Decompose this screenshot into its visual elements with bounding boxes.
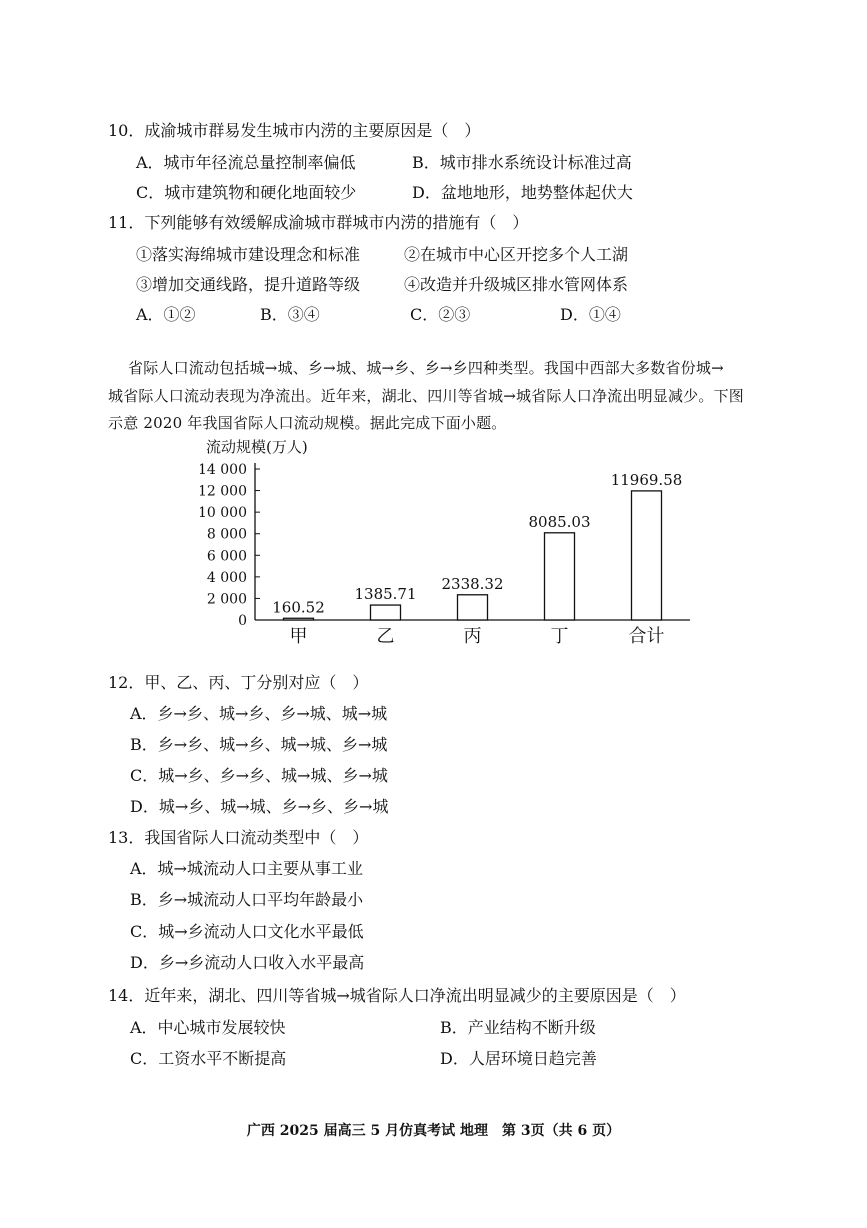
y-tick-label: 4 000	[206, 569, 247, 586]
passage-line-3: 示意 2020 年我国省际人口流动规模。据此完成下面小题。	[108, 414, 507, 432]
question-11-option-b: B．③④	[260, 305, 320, 324]
question-14-option-b: B．产业结构不断升级	[440, 1018, 596, 1037]
bar-2	[458, 595, 488, 620]
question-11-item-3: ③增加交通线路，提升道路等级	[136, 275, 361, 294]
question-14-option-c: C．工资水平不断提高	[130, 1049, 287, 1068]
bar-0	[284, 618, 314, 620]
chart-svg	[200, 436, 700, 651]
question-12-option-b: B．乡→乡、城→乡、城→城、乡→城	[130, 735, 388, 754]
question-14-option-a: A．中心城市发展较快	[130, 1018, 286, 1037]
question-12-option-d: D．城→乡、城→城、乡→乡、乡→城	[130, 797, 389, 816]
y-tick-label: 6 000	[206, 548, 247, 565]
y-tick-label: 2 000	[206, 591, 247, 608]
question-11-option-c: C．②③	[410, 305, 471, 324]
question-11-option-d: D．①④	[560, 305, 621, 324]
question-12-stem: 12．甲、乙、丙、丁分别对应（ ）	[108, 673, 369, 692]
question-11-item-1: ①落实海绵城市建设理念和标准	[136, 245, 361, 264]
question-10-option-b: B．城市排水系统设计标准过高	[412, 153, 632, 172]
bar-3	[545, 533, 575, 620]
question-11-stem: 11．下列能够有效缓解成渝城市群城市内涝的措施有（ ）	[108, 213, 529, 232]
question-11-option-a: A．①②	[136, 305, 196, 324]
question-12-option-c: C．城→乡、乡→乡、城→城、乡→城	[130, 766, 388, 785]
x-category-label: 丁	[550, 626, 569, 647]
question-12-option-a: A．乡→乡、城→乡、乡→城、城→城	[130, 704, 388, 723]
bar-value-label: 1385.71	[354, 585, 417, 604]
y-tick-label: 12 000	[200, 483, 247, 500]
question-11-item-2: ②在城市中心区开挖多个人工湖	[404, 245, 629, 264]
bar-value-label: 160.52	[272, 598, 325, 617]
y-tick-label: 10 000	[200, 505, 247, 522]
question-10-option-c: C．城市建筑物和硬化地面较少	[136, 183, 357, 202]
x-category-label: 甲	[289, 626, 308, 647]
x-category-label: 合计	[628, 626, 665, 647]
page-footer: 广西 2025 届高三 5 月仿真考试 地理 第 3页（共 6 页）	[246, 1123, 621, 1139]
y-tick-label: 0	[238, 613, 247, 629]
x-category-label: 乙	[376, 626, 395, 647]
bar-value-label: 2338.32	[441, 574, 504, 593]
bar-value-label: 11969.58	[610, 470, 683, 489]
bar-4	[632, 491, 662, 620]
question-11-item-4: ④改造并升级城区排水管网体系	[404, 275, 629, 294]
question-13-option-c: C．城→乡流动人口文化水平最低	[130, 922, 364, 941]
passage-line-1: 省际人口流动包括城→城、乡→城、城→乡、乡→乡四种类型。我国中西部大多数省份城→	[128, 359, 724, 377]
question-10-option-d: D．盆地地形，地势整体起伏大	[412, 183, 633, 202]
x-category-label: 丙	[463, 626, 482, 647]
question-13-stem: 13．我国省际人口流动类型中（ ）	[108, 828, 369, 847]
question-13-option-d: D．乡→乡流动人口收入水平最高	[130, 953, 365, 972]
passage-line-2: 城省际人口流动表现为净流出。近年来，湖北、四川等省城→城省际人口净流出明显减少。下图	[108, 387, 744, 405]
question-10-stem: 10．成渝城市群易发生城市内涝的主要原因是（ ）	[108, 121, 481, 140]
y-tick-label: 8 000	[206, 526, 247, 543]
bar-1	[371, 605, 401, 620]
question-14-stem: 14．近年来，湖北、四川等省城→城省际人口净流出明显减少的主要原因是（ ）	[108, 986, 686, 1005]
population-flow-chart	[200, 436, 700, 651]
y-tick-label: 14 000	[200, 462, 247, 478]
question-13-option-a: A．城→城流动人口主要从事工业	[130, 859, 363, 878]
question-10-option-a: A．城市年径流总量控制率偏低	[136, 153, 356, 172]
question-13-option-b: B．乡→城流动人口平均年龄最小	[130, 890, 364, 909]
bar-value-label: 8085.03	[528, 512, 591, 531]
y-axis-label: 流动规模(万人)	[206, 438, 308, 456]
question-14-option-d: D．人居环境日趋完善	[440, 1049, 597, 1068]
